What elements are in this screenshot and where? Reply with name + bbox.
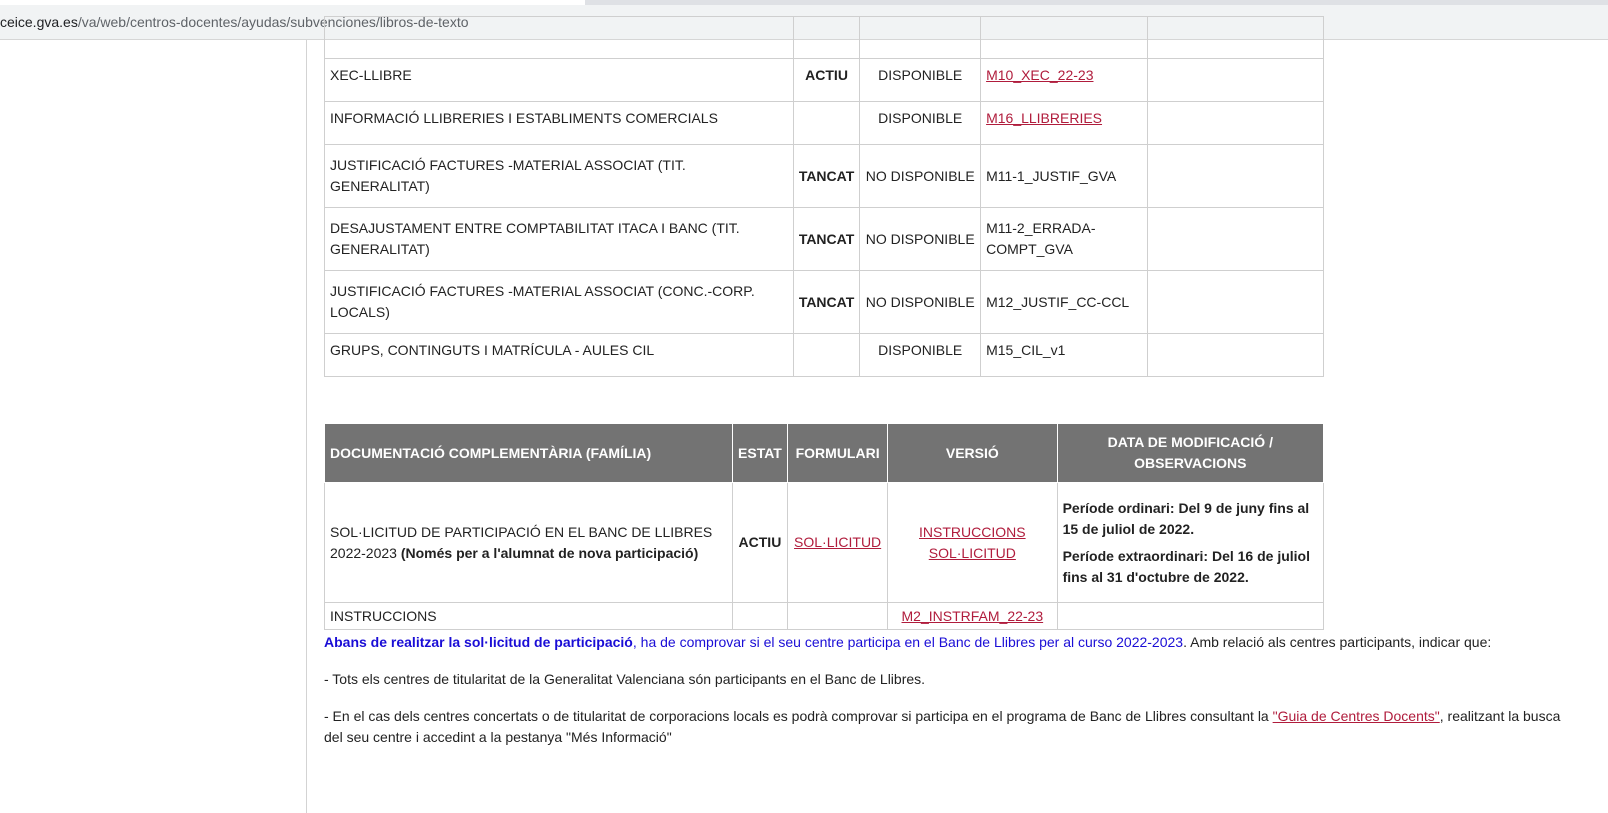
table-row <box>325 334 1324 377</box>
table-row <box>325 603 1324 630</box>
instructions-version-link[interactable]: M2_INSTRFAM_22-23 <box>901 607 1044 624</box>
header-modification-date: DATA DE MODIFICACIÓ / OBSERVACIONS <box>1057 424 1323 483</box>
row-notes <box>1147 208 1323 271</box>
cell <box>1147 17 1323 59</box>
row-availability: NO DISPONIBLE <box>860 271 981 334</box>
participation-notes <box>324 632 1574 764</box>
row-notes <box>1147 102 1323 145</box>
row-state: TANCAT <box>793 208 860 271</box>
cell <box>860 17 981 59</box>
row-name: JUSTIFICACIÓ FACTURES -MATERIAL ASSOCIAT (CONC.-CORP. LOCALS) <box>325 271 794 334</box>
extraordinary-period: Període extraordinari: Del 16 de juliol fins al 31 d'octubre de 2022. <box>1062 547 1310 585</box>
table-header-row <box>325 424 1324 483</box>
row-version-cell <box>888 603 1058 630</box>
cell <box>793 17 860 59</box>
request-note: (Només per a l'alumnat de nova participació) <box>400 544 699 561</box>
cell <box>325 17 794 59</box>
row-name: GRUPS, CONTINGUTS I MATRÍCULA - AULES CIL <box>325 334 794 377</box>
row-name: DESAJUSTAMENT ENTRE COMPTABILITAT ITACA I BANC (TIT. GENERALITAT) <box>325 208 794 271</box>
forms-table <box>324 16 1324 377</box>
row-notes <box>1147 271 1323 334</box>
table-row <box>325 102 1324 145</box>
table-row <box>325 271 1324 334</box>
row-observations <box>1057 603 1323 630</box>
table-row <box>325 59 1324 102</box>
row-form: M15_CIL_v1 <box>981 334 1148 377</box>
note-text: - En el cas dels centres concertats o de titularitat de corporacions locals es podrà comprovar si participa en el programa de Banc de Llibres consultant la <box>324 708 1273 724</box>
ordinary-period: Període ordinari: Del 9 de juny fins al 15 de juliol de 2022. <box>1062 499 1310 537</box>
table-row <box>325 17 1324 59</box>
row-form-cell <box>981 102 1148 145</box>
family-docs-table <box>324 423 1324 630</box>
request-title: SOL·LICITUD DE PARTICIPACIÓ EN EL BANC DE LLIBRES 2022-2023 <box>330 523 713 561</box>
note-paragraph <box>324 632 1574 653</box>
row-form-cell <box>981 59 1148 102</box>
form-link[interactable]: M16_LLIBRERIES <box>986 110 1103 126</box>
row-notes <box>1147 145 1323 208</box>
row-state: TANCAT <box>793 271 860 334</box>
header-version: VERSIÓ <box>888 424 1058 483</box>
row-version-cell <box>888 483 1058 603</box>
row-name <box>325 483 733 603</box>
guide-link[interactable]: "Guia de Centres Docents" <box>1272 708 1440 724</box>
note-paragraph: - Tots els centres de titularitat de la Generalitat Valenciana són participants en el Banc de Llibres. <box>324 671 926 687</box>
row-name: INSTRUCCIONS <box>325 603 733 630</box>
table-row <box>325 483 1324 603</box>
request-instructions-link[interactable]: INSTRUCCIONS SOL·LICITUD <box>919 523 1026 561</box>
table-row <box>325 208 1324 271</box>
row-form: M11-1_JUSTIF_GVA <box>981 145 1148 208</box>
row-state <box>793 102 860 145</box>
row-form: M12_JUSTIF_CC-CCL <box>981 271 1148 334</box>
note-bold-intro: Abans de realitzar la sol·licitud de participació <box>324 634 633 650</box>
row-availability: NO DISPONIBLE <box>860 145 981 208</box>
row-state: ACTIU <box>732 483 788 603</box>
row-form: M11-2_ERRADA-COMPT_GVA <box>981 208 1148 271</box>
note-blue-text: , ha de comprovar si el seu centre participa en el Banc de Llibres per al curso 2022-2023 <box>632 634 1184 650</box>
row-availability: NO DISPONIBLE <box>860 208 981 271</box>
form-link[interactable]: M10_XEC_22-23 <box>986 67 1094 83</box>
url-host: ceice.gva.es <box>0 14 78 30</box>
row-form <box>788 603 888 630</box>
note-paragraph <box>324 706 1574 748</box>
row-notes <box>1147 59 1323 102</box>
row-state <box>732 603 788 630</box>
row-name: XEC-LLIBRE <box>325 59 794 102</box>
request-form-link[interactable]: SOL·LICITUD <box>794 534 882 550</box>
note-text: . Amb relació als centres participants, indicar que: <box>1183 634 1492 650</box>
row-name: JUSTIFICACIÓ FACTURES -MATERIAL ASSOCIAT (TIT. GENERALITAT) <box>325 145 794 208</box>
row-name: INFORMACIÓ LLIBRERIES I ESTABLIMENTS COMERCIALS <box>325 102 794 145</box>
row-form-cell <box>788 483 888 603</box>
row-notes <box>1147 334 1323 377</box>
row-observations <box>1057 483 1323 603</box>
row-availability: DISPONIBLE <box>860 102 981 145</box>
header-documentation: DOCUMENTACIÓ COMPLEMENTÀRIA (FAMÍLIA) <box>325 424 733 483</box>
content-left-border <box>306 40 307 813</box>
row-state <box>793 334 860 377</box>
row-availability: DISPONIBLE <box>860 334 981 377</box>
header-state: ESTAT <box>732 424 788 483</box>
table-row <box>325 145 1324 208</box>
url-path: /va/web/centros-docentes/ayudas/subvenciones/libros-de-texto <box>77 14 469 30</box>
cell <box>981 17 1148 59</box>
row-state: ACTIU <box>793 59 860 102</box>
row-state: TANCAT <box>793 145 860 208</box>
row-availability: DISPONIBLE <box>860 59 981 102</box>
note-text: , realitzant la busca del seu centre i accedint a la pestanya "Més Informació" <box>324 708 1561 745</box>
header-form: FORMULARI <box>788 424 888 483</box>
